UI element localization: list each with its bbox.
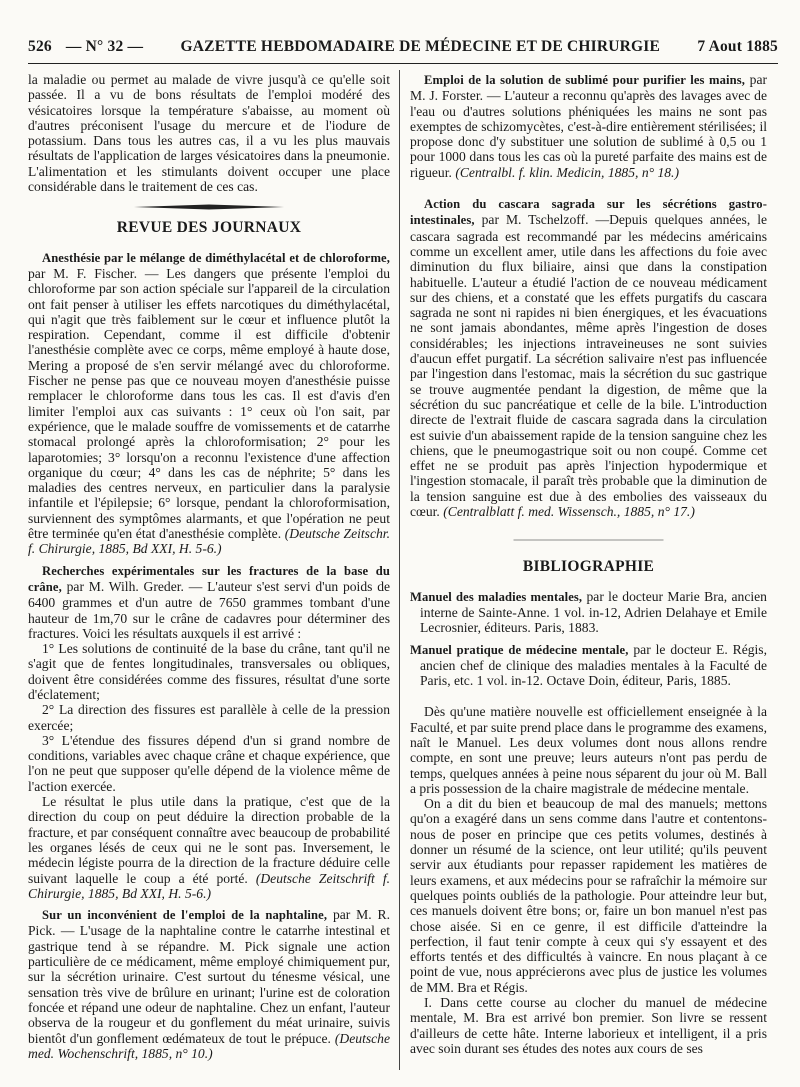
issue-number: — N° 32 — [65, 38, 144, 55]
issue-date: 7 Aout 1885 [697, 38, 778, 55]
header-rule [28, 63, 778, 64]
article-citation: (Deutsche Zeitschrift f. Chirurgie, 1885, Bd XXI, H. 5-6.) [28, 870, 391, 901]
section-ornament-rule [134, 204, 284, 210]
article-naphtaline [28, 907, 390, 1061]
running-header [28, 38, 778, 60]
column-divider [399, 70, 400, 1070]
article-citation: (Centralblatt f. med. Wissensch., 1885, n° 17.) [443, 504, 695, 520]
section-title-bibliographie: BIBLIOGRAPHIE [522, 558, 655, 576]
article-text: —Depuis quelques années, le cascara sagrada est recommandé par les médecins américains comme un excellent amer, utile dans les affections du foie avec diminution du flux biliaire, ainsi que dans la constipation habituelle. L'auteur a étudié l'action de ce nouveau médicament sur des chiens, et a constaté que les effets purgatifs du cascara sagrada ne sont ni rapides ni bien énergiques, et les évacuations ne sont jamais abondantes, même après l'ingestion de doses considérables; les injections intraveineuses ne sont suivies d'aucun effet purgatif. La sécrétion salivaire n'est pas influencée par l'ingestion dans l'estomac, mais la sécrétion du suc gastrique se trouve augmentée pendant la digestion, de même que la sécrétion du suc pancréatique et celle de la bile. L'introduction directe de l'extrait fluide de cascara sagrada dans la circulation est suivie d'un abaissement rapide de la tension sanguine chez les chiens, que le pneumogastrique soit ou non coupé. Comme cet effet ne se produit pas après l'injection hypodermique et l'ingestion stomacale, il paraît très probable que la diminution de la tension sanguine est due à des embolies des vaisseaux du cœur. [410, 212, 768, 520]
article-author: par M. F. Fischer. [28, 265, 137, 281]
bib-details: par le docteur Marie Bra, ancien interne de Sainte-Anne. 1 vol. in-12, Adrien Delahaye et Emile Lecrosnier, éditeurs. Paris, 1883. [420, 588, 767, 636]
article-text: — L'auteur s'est servi d'un poids de 6400 grammes et d'un autre de 7650 grammes tombant d'une hauteur de 1m,70 sur le crâne de cadavres pour déterminer des fractures. Voici les résultats auxquels il est arrivé : [28, 578, 391, 641]
article-author: par M. R. Pick. [28, 907, 390, 939]
bib-title: Manuel des maladies mentales, [410, 589, 583, 604]
article-title: Emploi de la solution de sublimé pour purifier les mains, [424, 73, 745, 87]
intro-paragraph: la maladie ou permet au malade de vivre jusqu'à ce qu'elle soit passée. Il a vu de bons résultats de l'emploi modéré des vésicatoires lorsque la température s'abaisse, au moment où d'autres préconisent l'usage du mercure et de l'iodure de potassium. Dans tous les autres cas, il a vu les plus mauvais résultats de l'application de larges vésicatoires dans la pneumonie. L'alimentation et les stimulants doivent occuper une place considérable dans le traitement de ces cas. [28, 72, 390, 195]
article-title: Anesthésie par le mélange de diméthylacétal et de chloroforme, [42, 250, 390, 265]
article-title: Sur un inconvénient de l'emploi de la naphtaline, [42, 908, 328, 923]
article-title: Recherches expérimentales sur les fractures de la base du crâne, [28, 563, 390, 594]
article-title: Action du cascara sagrada sur les sécrétions gastro-intestinales, [410, 197, 767, 228]
left-column [28, 72, 390, 1067]
article-author: par M. Wilh. Greder. [66, 578, 184, 594]
result-item-2: 2° La direction des fissures est parallèle à celle de la pression exercée; [28, 702, 390, 733]
page-number: 526 [28, 38, 52, 55]
article-citation: (Deutsche Zeitschr. f. Chirurgie, 1885, Bd XXI, H. 5-6.) [28, 526, 390, 557]
bib-title: Manuel pratique de médecine mentale, [410, 642, 629, 657]
article-text: — L'auteur a reconnu qu'après des lavages avec de l'eau ou d'autres solutions phéniquées les mains ne sont pas exemptes de schizomycètes, c'est-à-dire entièrement stérilisées; il propose donc d'y substituer une solution de sublimé à 0,5 ou 1 pour 1000 dans tous les cas où la pureté parfaite des mains est de rigueur. [410, 88, 767, 180]
article-anesthesie [28, 250, 390, 557]
section-title-revue: REVUE DES JOURNAUX [116, 219, 302, 237]
right-column [410, 72, 767, 1056]
review-paragraph-2: On a dit du bien et beaucoup de mal des manuels; mettons qu'on a exagéré dans un sens comme dans l'autre et contentons-nous de poser en principe que ces petits volumes, destinés à donner un résumé de la science, ont leur utilité; qu'ils peuvent servir aux étudiants pour repasser rapidement les matières de leurs examens, et aux médecins pour se rafraîchir la mémoire sur quelques points oubliés de la pathologie. Pour atteindre leur but, ces manuels doivent être bons; or, faire un bon manuel n'est pas chose aisée. Si en ce genre, il est difficile d'atteindre la perfection, il faut tenir compte à ceux qui s'y essayent et des efforts tentés et des difficultés à vaincre. En nous plaçant à ce point de vue, nous apprécierons avec plus de justice les volumes de MM. Bra et Régis. [410, 796, 767, 995]
section-separator-rule [410, 537, 767, 543]
article-fractures [28, 563, 390, 902]
result-item-1: 1° Les solutions de continuité de la base du crâne, tant qu'il ne s'agit que de fentes longitudinales, transversales ou obliques, doivent être considérées comme des fissures, résultat d'une sorte d'éclatement; [28, 641, 390, 702]
journal-title: GAZETTE HEBDOMADAIRE DE MÉDECINE ET DE CHIRURGIE [180, 38, 661, 55]
bib-entry-bra [410, 589, 767, 636]
article-citation: (Centralbl. f. klin. Medicin, 1885, n° 18.) [455, 164, 679, 180]
article-author: par M. Tschelzoff. [481, 212, 589, 228]
review-paragraph-3: I. Dans cette course au clocher du manuel de médecine mentale, M. Bra est arrivé bon premier. Son livre se ressent d'ailleurs de cette hâte. Interne laborieux et intelligent, il a pris avec soin durant ses études des notes aux cours de ses [410, 995, 767, 1056]
article-text: — L'usage de la naphtaline contre le catarrhe intestinal et gastrique tend à se répandre. M. Pick signale une action particulière de ce médicament, même employé chimiquement pur, sur la sécrétion urinaire. C'est surtout du ténesme vésical, une sensation très vive de brûlure en urinant; l'urine est de coloration foncée et répand une odeur de naphtaline. Chez un enfant, l'auteur observa de la rougeur et du gonflement du méat urinaire, suivis bientôt d'un gonflement œdémateux de tout le prépuce. [28, 923, 391, 1046]
article-sublime [410, 72, 767, 180]
result-item-3: 3° L'étendue des fissures dépend d'un si grand nombre de conditions, variables avec chaque crâne et chaque expérience, que l'on ne peut que supposer qu'elle dépend de la violence même de l'action exercée. [28, 732, 390, 794]
article-author: par M. J. Forster. [410, 72, 767, 104]
article-conclusion: Le résultat le plus utile dans la pratique, c'est que de la direction du coup on peut déduire la direction probable de la fracture, et par conséquent connaître avec beaucoup de probabilité les organes lésés de ceux qui ne le sont pas. Inversement, le médecin légiste pourra de la direction de la fracture déduire celle suivant laquelle le coup a été porté. [28, 794, 390, 886]
article-citation: (Deutsche med. Wochenschrift, 1885, n° 10.) [28, 1030, 391, 1061]
article-text: — Les dangers que présente l'emploi du chloroforme par son action spéciale sur l'appareil de la circulation ont fait penser à utiliser les effets narcotiques du diméthylacétal, qui n'agit que très faiblement sur le cœur et influence plutôt la respiration. Cependant, comme il est difficile d'obtenir l'anesthésie complète avec ce corps, même employé à haute dose, Mering a proposé de s'en servir mélangé avec du chloroforme. Fischer ne pense pas que ce nouveau moyen d'anesthésie puisse remplacer le chloroforme dans tous les cas. Il est d'avis d'en limiter l'emploi aux cas suivants : 1° ceux où l'on sait, par expérience, que le malade souffre de vomissements et de catarrhe stomacal prolongé après la chloroformisation; 2° pour les laparotomies; 3° lorsqu'on a reconnu l'existence d'une affection organique du cœur; 4° dans les cas de néphrite; 5° dans les maladies des centres nerveux, en particulier dans la paralysie infantile et l'épilepsie; 6° lorsque, pendant la chloroformisation, surviennent des symptômes alarmants, et que l'opération ne peut être terminée qu'en état d'anesthésie complète. [28, 265, 390, 542]
review-paragraph-1: Dès qu'une matière nouvelle est officiellement enseignée à la Faculté, et par suite prend place dans le programme des examens, naît le Manuel. Les deux volumes dont nous allons rendre compte, en sont une preuve; leurs auteurs n'ont pas perdu de temps, quelques années à peine nous séparent du jour où M. Ball a pris possession de la chaire magistrale de médecine mentale. [410, 704, 767, 796]
bib-details: par le docteur E. Régis, ancien chef de clinique des maladies mentales à la Faculté de Paris, etc. 1 vol. in-12. Octave Doin, éditeur, Paris, 1885. [420, 641, 767, 689]
article-cascara [410, 196, 767, 519]
bib-entry-regis [410, 642, 767, 689]
